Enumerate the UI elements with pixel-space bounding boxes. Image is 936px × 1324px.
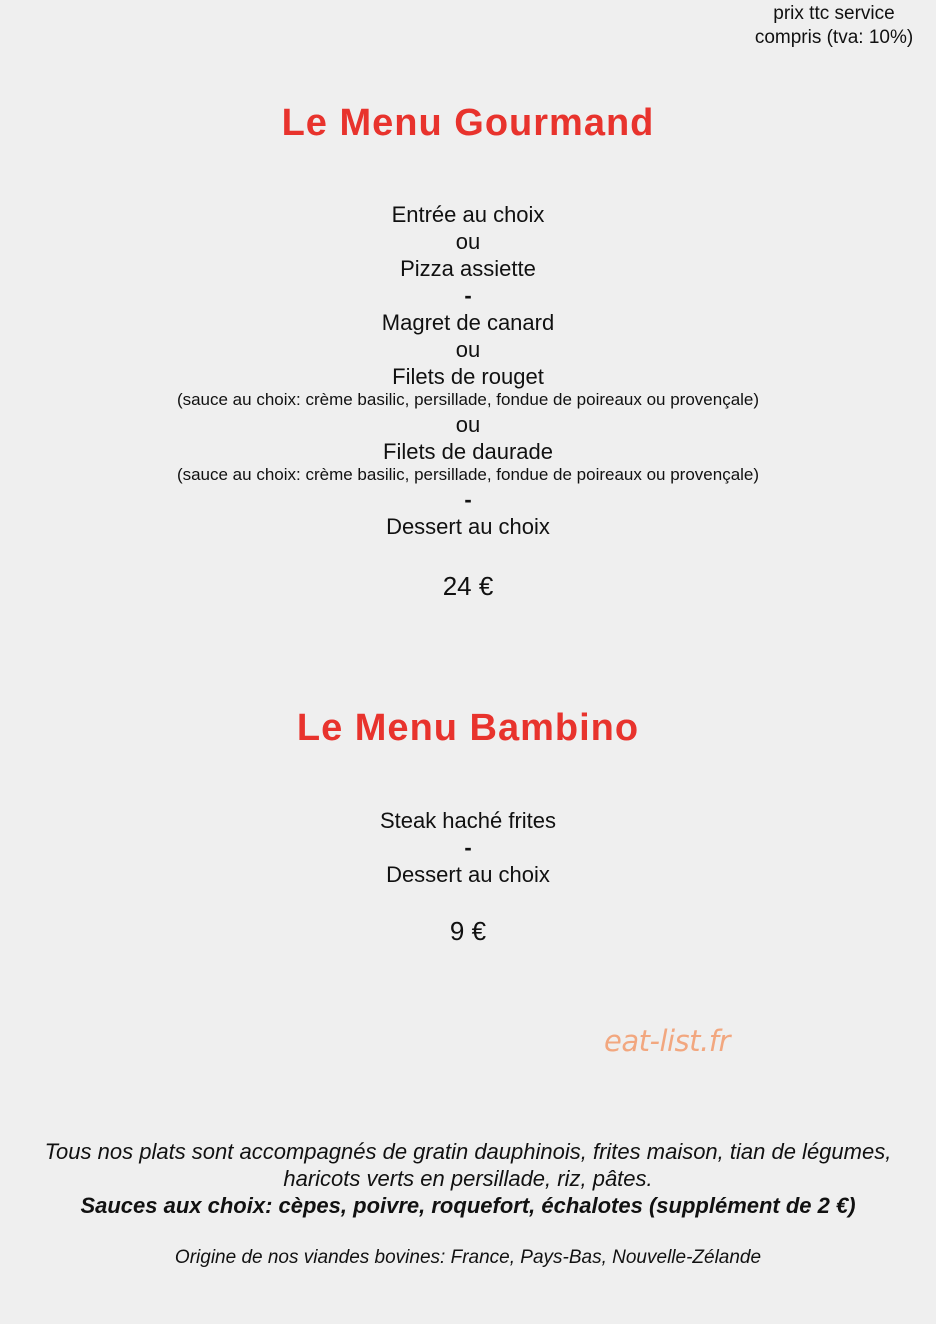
footer-meat-origin: Origine de nos viandes bovines: France, Pays-Bas, Nouvelle-Zélande (174, 1247, 762, 1268)
menu-bambino-price: 9 € (449, 916, 487, 946)
course-entree: Entrée au choix (391, 202, 545, 227)
tax-note-line-2: compris (tva: 10%) (754, 27, 914, 48)
course-steak: Steak haché frites (379, 808, 557, 833)
footer-sides-line-2: haricots verts en persillade, riz, pâtes. (283, 1166, 653, 1191)
course-rouget-sauce: (sauce au choix: crème basilic, persillade, fondue de poireaux ou provençale) (176, 390, 760, 409)
menu-title-bambino: Le Menu Bambino (296, 707, 640, 749)
course-separator: - (464, 283, 472, 308)
course-separator: - (464, 835, 472, 860)
menu-bambino-courses (0, 807, 936, 888)
course-rouget: Filets de rouget (392, 364, 544, 389)
footer-sauces: Sauces aux choix: cèpes, poivre, roquefort, échalotes (supplément de 2 €) (80, 1193, 856, 1218)
course-daurade: Filets de daurade (383, 439, 553, 464)
tax-note-line-1: prix ttc service (773, 3, 895, 24)
course-or: ou (455, 229, 481, 254)
course-separator: - (464, 487, 472, 512)
menu-title-gourmand: Le Menu Gourmand (281, 102, 655, 144)
footer-sides-line-1: Tous nos plats sont accompagnés de gratin dauphinois, frites maison, tian de légumes, (44, 1139, 892, 1164)
course-or: ou (455, 337, 481, 362)
course-daurade-sauce: (sauce au choix: crème basilic, persillade, fondue de poireaux ou provençale) (176, 465, 760, 484)
tax-note (734, 2, 934, 50)
course-pizza: Pizza assiette (400, 256, 536, 281)
course-dessert: Dessert au choix (386, 514, 550, 539)
course-dessert: Dessert au choix (386, 862, 550, 887)
course-magret: Magret de canard (381, 310, 555, 335)
course-or: ou (455, 412, 481, 437)
menu-gourmand-courses (0, 201, 936, 540)
watermark: eat-list.fr (604, 1024, 730, 1058)
menu-gourmand-price: 24 € (442, 571, 494, 601)
footer-notes (0, 1138, 936, 1219)
